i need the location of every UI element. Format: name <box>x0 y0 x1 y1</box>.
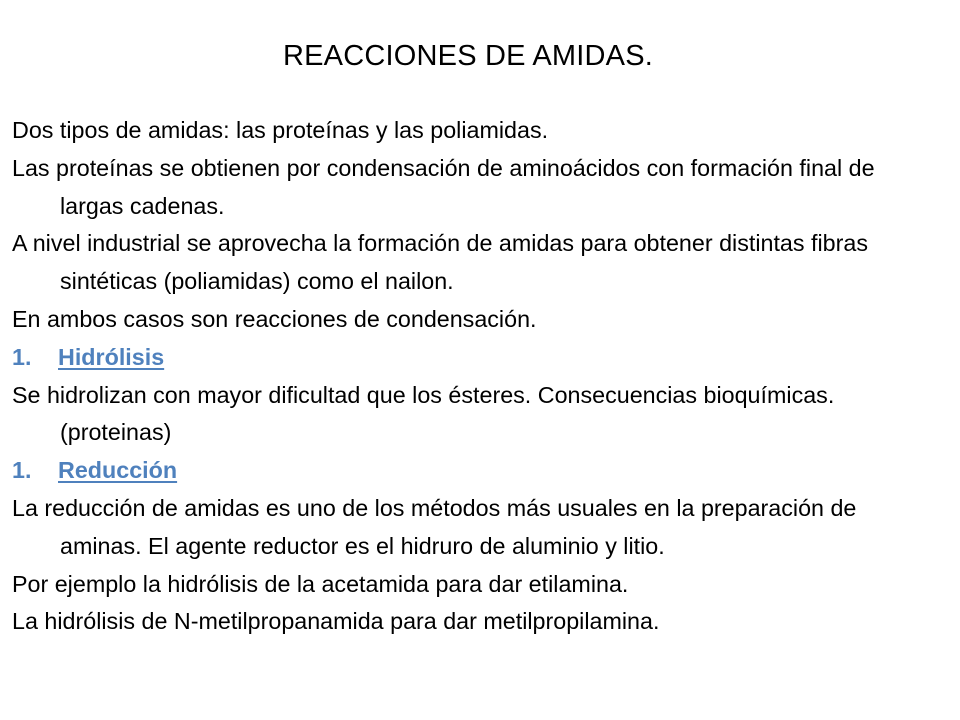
paragraph-proteins: Las proteínas se obtienen por condensación de aminoácidos con formación final de largas cadenas. <box>12 154 875 219</box>
paragraph-example-acetamida: Por ejemplo la hidrólisis de la acetamida para dar etilamina. <box>12 570 629 597</box>
heading-label: Reducción <box>58 457 178 484</box>
paragraph-example-metilpropanamida: La hidrólisis de N-metilpropanamida para dar metilpropilamina. <box>12 608 660 635</box>
paragraph-industrial: A nivel industrial se aprovecha la formación de amidas para obtener distintas fibras sintéticas (poliamidas) como el nailon. <box>12 230 868 295</box>
paragraph-hidrolisis: Se hidrolizan con mayor dificultad que los ésteres. Consecuencias bioquímicas. (proteinas) <box>12 381 835 446</box>
heading-label: Hidrólisis <box>58 343 165 370</box>
heading-number: 1. <box>12 343 32 370</box>
paragraph-condensation: En ambos casos son reacciones de condensación. <box>12 305 537 332</box>
slide-title: REACCIONES DE AMIDAS. <box>283 40 653 72</box>
paragraph-amide-types: Dos tipos de amidas: las proteínas y las poliamidas. <box>12 117 549 143</box>
slide-body <box>12 112 942 641</box>
heading-reduccion <box>12 452 942 490</box>
paragraph-reduccion: La reducción de amidas es uno de los métodos más usuales en la preparación de aminas. El agente reductor es el hidruro de aluminio y litio. <box>12 494 857 559</box>
heading-hidrolisis <box>12 339 942 377</box>
heading-number: 1. <box>12 457 32 484</box>
